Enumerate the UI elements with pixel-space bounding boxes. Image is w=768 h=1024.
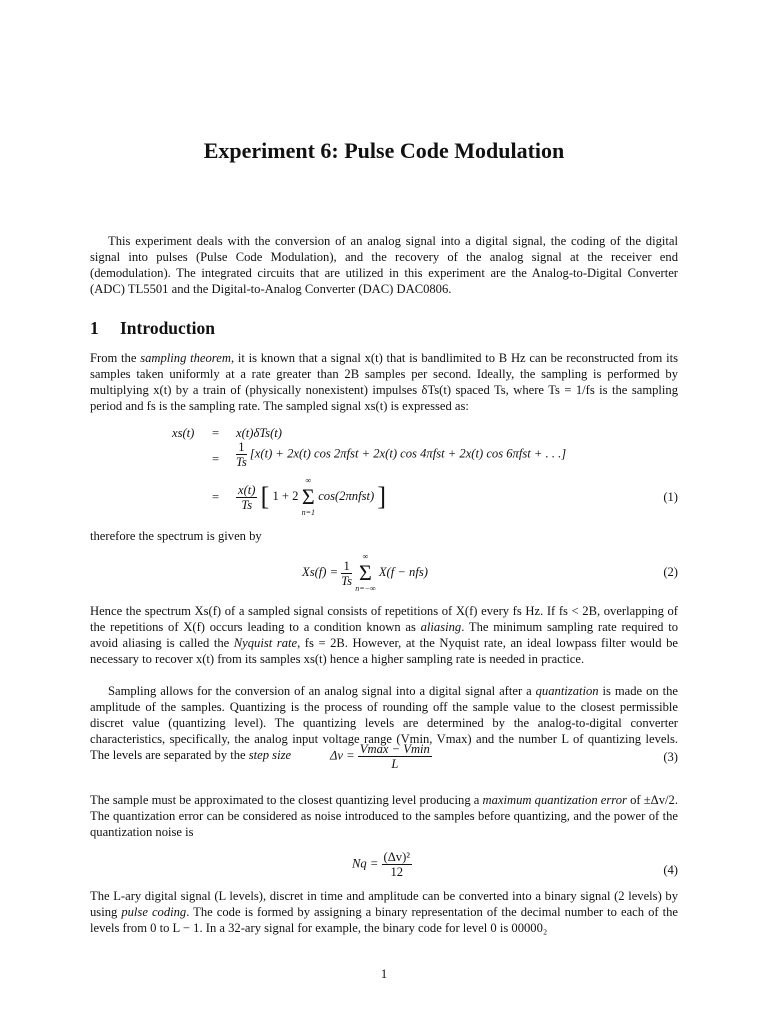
eq1-lhs: xs(t) [172, 426, 195, 440]
eq1-equals-2: = [212, 452, 220, 466]
page-title: Experiment 6: Pulse Code Modulation [203, 138, 565, 163]
eq1-equals-1: = [212, 426, 220, 440]
page-number: 1 [380, 967, 388, 981]
eq4-body: Nq = $\frac{\text{(Δv)²}}{12}$ [352, 850, 411, 879]
quantization-paragraph: Sampling allows for the conversion of an analog signal into a digital signal after a quantization is made on the amplitude of the samples. Quantizing is the process of rounding off the sample value to the closest permissible discret value (quantizing level). The quantizing levels are determined by the analog-to-digital converter characteristics, specifically, the analog input voltage range (Vmin, Vmax) and the number L of quantizing levels. The levels are separated by the step size [90, 684, 678, 762]
section-heading [90, 318, 215, 339]
eq1-equals-3: = [212, 490, 220, 504]
section-number: 1 [90, 318, 99, 338]
eq1-row2: $\frac{1}{Ts}$ [x(t) + 2x(t) cos 2πfst + 2x(t) cos 4πfst + 2x(t) cos 6πfst + . . .] [236, 440, 567, 469]
intro-paragraph: From the sampling theorem, it is known that a signal x(t) that is bandlimited to B Hz can be reconstructed from its samples taken uniformly at a rate greater than 2B samples per second. Ideally, the sampling is performed by multiplying x(t) by a train of (physically nonexistent) impulses δTs(t) spaced Ts, where Ts = 1/fs is the sampling period and fs is the sampling rate. The sampled signal xs(t) is expressed as: [90, 351, 678, 413]
section-title: Introduction [120, 318, 215, 338]
emphasis-aliasing: aliasing [420, 620, 462, 634]
eq2-number: (2) [663, 565, 678, 579]
abstract-paragraph: This experiment deals with the conversion of an analog signal into a digital signal, the coding of the digital signal into pulses (Pulse Code Modulation), and the recovery of the analog signal at the receiver end (demodulation). The integrated circuits that are utilized in this experiment are the Analog-to-Digital Converter (ADC) TL5501 and the Digital-to-Analog Converter (DAC) DAC0806. [90, 234, 678, 296]
pulse-coding-paragraph: The L-ary digital signal (L levels), discret in time and amplitude can be converted into a binary signal (2 levels) by using pulse coding. The code is formed by assigning a binary representation of the decimal number to each of the levels from 0 to L − 1. In a 32-ary signal for example, the binary code for level 0 is 00000₂ [90, 889, 678, 935]
eq3-number: (3) [663, 750, 678, 764]
quantization-error-paragraph: The sample must be approximated to the closest quantizing level producing a maximum quantization error of ±Δv/2. The quantization error can be considered as noise introduced to the samples before quantizing, and the power of the quantization noise is [90, 793, 678, 839]
emphasis-quantization: quantization [535, 684, 599, 698]
emphasis-pulse-coding: pulse coding [121, 905, 187, 919]
eq2-body: Xs(f) = $\frac{1}{Ts}$ ∞ Σ n=−∞ X(f − nfs) [302, 552, 428, 593]
emphasis-sampling-theorem: sampling theorem [140, 351, 231, 365]
spectrum-lead-text: therefore the spectrum is given by [90, 529, 262, 543]
emphasis-step-size: step size [248, 748, 292, 762]
eq1-row3: $\frac{x(t)}{Ts}$ [ 1 + 2 ∞ Σ n=1 cos(2πnfst) ] [238, 476, 386, 517]
emphasis-max-quantization-error: maximum quantization error [482, 793, 627, 807]
emphasis-nyquist-rate: Nyquist rate [233, 636, 298, 650]
eq4-number: (4) [663, 863, 678, 877]
eq1-row1: x(t)δTs(t) [236, 426, 282, 440]
eq1-number: (1) [663, 490, 678, 504]
eq3-body: Δv = $\frac{Vmax - Vmin}{L}$ [330, 742, 430, 771]
aliasing-paragraph: Hence the spectrum Xs(f) of a sampled signal consists of repetitions of X(f) every fs Hz. If fs < 2B, overlapping of the repetitions of X(f) occurs leading to a condition known as aliasing. The minimum sampling rate required to avoid aliasing is called the Nyquist rate, fs = 2B. However, at the Nyquist rate, an ideal lowpass filter would be necessary to recover x(t) from its samples xs(t) hence a higher sampling rate is needed in practice. [90, 604, 678, 666]
